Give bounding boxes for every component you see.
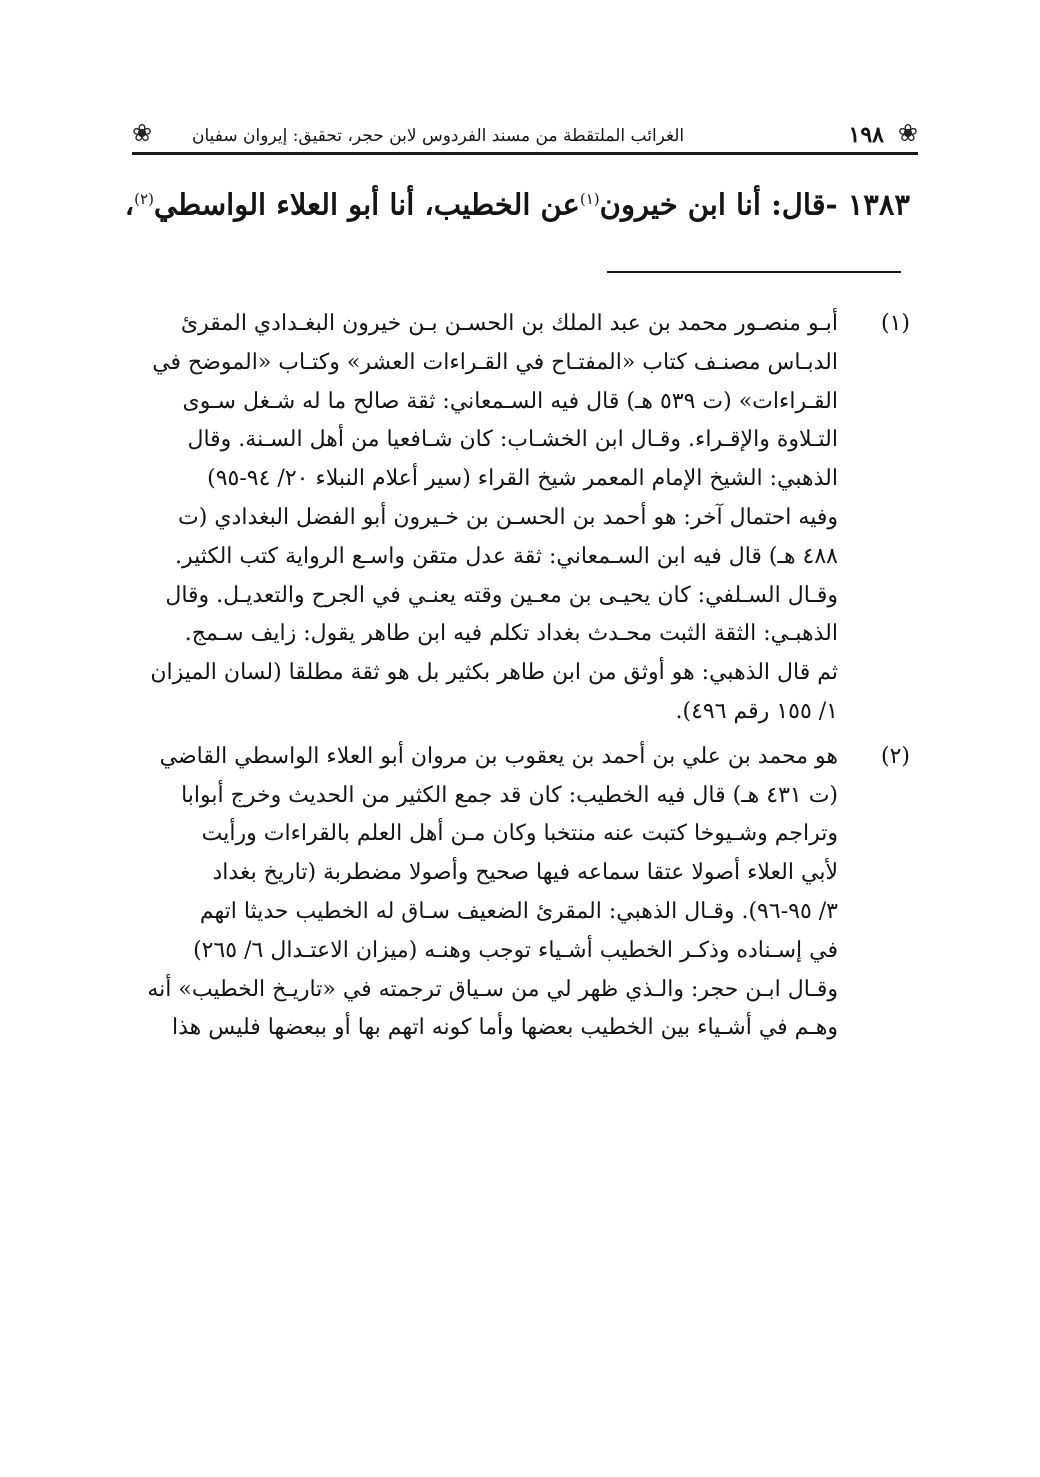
- footnote-line: الدبـاس مصنـف كتاب «المفتـاح في القـراءات العشر» وكتـاب «الموضح في: [152, 349, 838, 375]
- footnote-separator: [607, 271, 901, 273]
- footnote-line: (ت ٤٣١ هـ) قال فيه الخطيب: كان قد جمع الكثير من الحديث وخرج أبوابا: [181, 782, 838, 808]
- entry-mid-text: عن الخطيب، أنا أبو العلاء الواسطي: [153, 187, 580, 222]
- footnote-line: وقـال ابـن حجر: والـذي ظهر لي من سـياق ترجمته في «تاريـخ الخطيب» أنه: [147, 976, 838, 1002]
- entry-tail: ،: [124, 187, 135, 222]
- footnote-line: ١/ ١٥٥ رقم ٤٩٦).: [675, 698, 838, 724]
- ornament-right-icon: ❀: [897, 119, 918, 147]
- footnote-line: في إسـناده وذكـر الخطيب أشـياء توجب وهنـه (ميزان الاعتـدال ٦/ ٢٦٥): [193, 937, 838, 963]
- footnote-line: وفيه احتمال آخر: هو أحمد بن الحسـن بن خـيرون أبو الفضل البغدادي (ت: [178, 504, 838, 530]
- footnote-line: ٤٨٨ هـ) قال فيه ابن السـمعاني: ثقة عدل متقن واسـع الرواية كتب الكثير.: [175, 543, 838, 569]
- footnote-line: الذهبي: الشيخ الإمام المعمر شيخ القراء (سير أعلام النبلاء ٢٠/ ٩٤-٩٥): [207, 466, 838, 492]
- footnote-line: التـلاوة والإقـراء. وقـال ابن الخشـاب: كان شـافعيا من أهل السـنة. وقال: [187, 427, 838, 453]
- running-title: الغرائب الملتقطة من مسند الفردوس لابن حجر، تحقيق: إيروان سفيان: [192, 126, 685, 146]
- footnote-marker: (١): [880, 311, 910, 336]
- footnote-line: وتراجم وشـيوخا كتبت عنه منتخبا وكان مـن أهل العلم بالقراءات ورأيت: [201, 821, 838, 847]
- page-number: ١٩٨: [848, 122, 884, 148]
- footnote-line: لأبي العلاء أصولا عتقا سماعه فيها صحيح وأصولا مضطربة (تاريخ بغداد: [212, 860, 838, 886]
- hadith-entry: [124, 174, 910, 224]
- footnote-line: القـراءات» (ت ٥٣٩ هـ) قال فيه السـمعاني: ثقة صالح ما له شـغل سـوى: [182, 388, 838, 414]
- running-header: [132, 118, 918, 152]
- ornament-left-icon: ❀: [132, 119, 153, 147]
- footnotes: [132, 305, 910, 1048]
- footnote-marker: (٢): [880, 743, 910, 769]
- header-rule: [132, 152, 918, 155]
- footnote-line: أبـو منصـور محمد بن عبد الملك بن الحسـن بـن خيرون البغـدادي المقرئ: [180, 311, 838, 336]
- entry-text: ١٣٨٣ -قال: أنا ابن خيرون: [599, 187, 910, 222]
- footnote-line: هو محمد بن علي بن أحمد بن يعقوب بن مروان أبو العلاء الواسطي القاضي: [159, 743, 838, 769]
- footnote-1: [132, 305, 910, 732]
- footnote-line: وهـم في أشـياء بين الخطيب بعضها وأما كونه اتهم بها أو ببعضها فليس هذا: [172, 1015, 838, 1041]
- footnote-line: ثم قال الذهبي: هو أوثق من ابن طاهر بكثير بل هو ثقة مطلقا (لسان الميزان: [150, 660, 838, 686]
- footnote-2: [132, 738, 910, 1048]
- footnote-line: الذهبـي: الثقة الثبت محـدث بغداد تكلم فيه ابن طاهر يقول: زايف سـمج.: [184, 621, 838, 647]
- footnote-line: وقـال السـلفي: كان يحيـى بن معـين وقته يعنـي في الجرح والتعديـل. وقال: [165, 582, 838, 608]
- footnote-ref-2: (٢): [134, 190, 154, 208]
- footnote-line: ٣/ ٩٥-٩٦). وقـال الذهبي: المقرئ الضعيف سـاق له الخطيب حديثا اتهم: [199, 898, 838, 924]
- footnote-ref-1: (١): [579, 190, 600, 208]
